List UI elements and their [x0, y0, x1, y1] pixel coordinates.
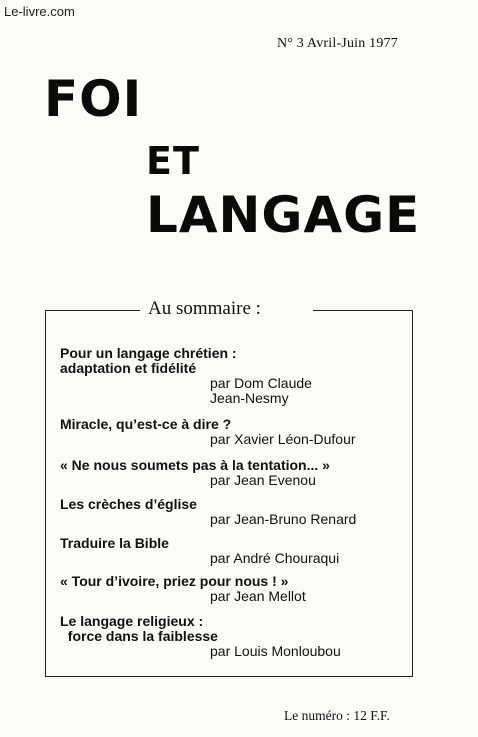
contents-heading: Au sommaire :: [148, 298, 261, 319]
title-line-2: ET: [146, 139, 200, 183]
title-line-1: FOI: [44, 70, 143, 128]
entry-author: par Xavier Léon-Dufour: [210, 431, 356, 447]
box-border-left: [45, 310, 140, 311]
watermark: Le-livre.com: [4, 4, 75, 19]
issue-info: N° 3 Avril-Juin 1977: [277, 36, 398, 51]
entry-title: Miracle, qu’est-ce à dire ?: [60, 416, 232, 432]
entry-title: Pour un langage chrétien : adaptation et fidélité: [60, 345, 237, 376]
entry-author: par Jean Evenou: [210, 472, 316, 488]
entry-author: par Jean-Bruno Renard: [210, 511, 357, 527]
entry-title: Le langage religieux : force dans la faiblesse: [60, 613, 218, 644]
entry-author: par Jean Mellot: [210, 588, 306, 604]
contents-entry: [60, 417, 400, 447]
contents-entry: [60, 497, 400, 527]
contents-entry: [60, 574, 400, 604]
price: Le numéro : 12 F.F.: [284, 708, 390, 723]
contents-entry: [60, 614, 400, 659]
entry-title: « Ne nous soumets pas à la tentation... »: [60, 457, 330, 473]
entry-author: par Dom Claude: [210, 375, 312, 391]
entry-author-cont: Jean-Nesmy: [210, 390, 289, 406]
entry-author: par André Chouraqui: [210, 550, 340, 566]
entry-author: par Louis Monloubou: [210, 643, 341, 659]
box-border-right: [313, 310, 413, 311]
contents-entry: [60, 458, 400, 488]
title-line-3: LANGAGE: [146, 186, 421, 244]
contents-entry: [60, 536, 400, 566]
entry-title: Les crèches d’église: [60, 496, 197, 512]
entry-title: Traduire la Bible: [60, 535, 169, 551]
contents-entry: [60, 346, 400, 406]
entry-title: « Tour d’ivoire, priez pour nous ! »: [60, 573, 289, 589]
